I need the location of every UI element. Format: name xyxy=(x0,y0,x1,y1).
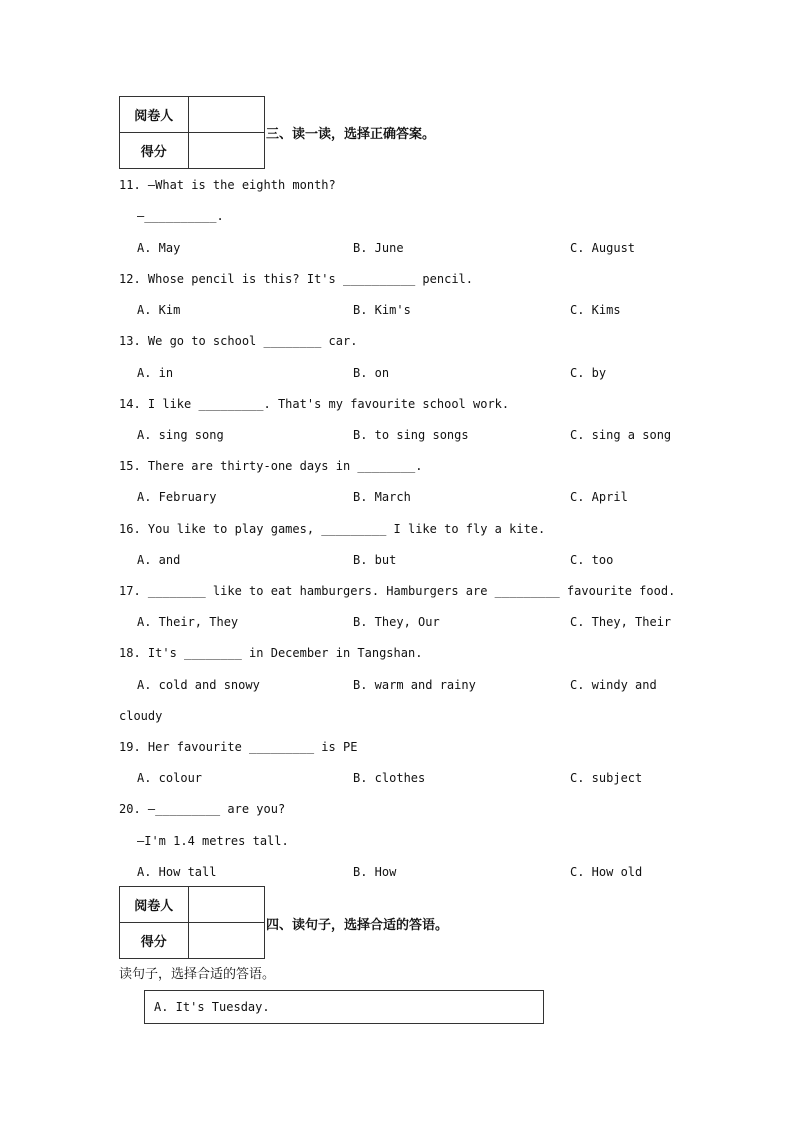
score-box-section-3 xyxy=(119,96,265,169)
question-20-stem: 20. —_________ are you? xyxy=(119,802,286,816)
section-3-title: 三、读一读，选择正确答案。 xyxy=(266,127,436,142)
question-18-stem: 18. It's ________ in December in Tangshan. xyxy=(119,646,423,660)
question-13-option-b: B. on xyxy=(353,366,390,380)
question-11-stem: 11. —What is the eighth month? xyxy=(119,178,336,192)
answer-options-box xyxy=(144,990,544,1024)
question-13-option-a: A. in xyxy=(137,366,174,380)
question-17-stem: 17. ________ like to eat hamburgers. Hamburgers are _________ favourite food. xyxy=(119,584,676,598)
question-20-dialogue: —I'm 1.4 metres tall. xyxy=(137,834,289,848)
question-20-option-a: A. How tall xyxy=(137,865,217,879)
score-label: 得分 xyxy=(120,133,189,169)
question-11-option-c: C. August xyxy=(570,241,636,255)
section-4-instruction: 读句子，选择合适的答语。 xyxy=(119,967,276,982)
question-16-option-c: C. too xyxy=(570,553,614,567)
reviewer-label: 阅卷人 xyxy=(120,887,189,923)
question-19-option-b: B. clothes xyxy=(353,771,426,785)
question-15-option-c: C. April xyxy=(570,490,628,504)
question-13-stem: 13. We go to school ________ car. xyxy=(119,334,358,348)
question-17-option-a: A. Their, They xyxy=(137,615,239,629)
question-18-option-a: A. cold and snowy xyxy=(137,678,260,692)
question-16-option-a: A. and xyxy=(137,553,181,567)
question-12-stem: 12. Whose pencil is this? It's __________ pencil. xyxy=(119,272,474,286)
score-box-section-4 xyxy=(119,886,265,959)
question-19-option-a: A. colour xyxy=(137,771,203,785)
reviewer-label: 阅卷人 xyxy=(120,97,189,133)
section-4-title: 四、读句子，选择合适的答语。 xyxy=(266,918,449,933)
question-12-option-b: B. Kim's xyxy=(353,303,411,317)
score-label: 得分 xyxy=(120,923,189,959)
question-17-option-b: B. They, Our xyxy=(353,615,440,629)
question-12-option-c: C. Kims xyxy=(570,303,621,317)
question-18-option-b: B. warm and rainy xyxy=(353,678,476,692)
question-16-option-b: B. but xyxy=(353,553,397,567)
question-12-option-a: A. Kim xyxy=(137,303,181,317)
question-14-option-a: A. sing song xyxy=(137,428,224,442)
question-20-option-b: B. How xyxy=(353,865,397,879)
answer-option-a: A. It's Tuesday. xyxy=(154,1000,270,1014)
question-19-option-c: C. subject xyxy=(570,771,643,785)
question-11-answer-line: —__________. xyxy=(137,209,224,223)
question-20-option-c: C. How old xyxy=(570,865,643,879)
question-11-option-a: A. May xyxy=(137,241,181,255)
reviewer-blank xyxy=(188,887,264,923)
question-14-option-b: B. to sing songs xyxy=(353,428,469,442)
question-17-option-c: C. They, Their xyxy=(570,615,672,629)
question-16-stem: 16. You like to play games, _________ I like to fly a kite. xyxy=(119,522,546,536)
reviewer-blank xyxy=(188,97,264,133)
score-blank xyxy=(188,923,264,959)
question-18-option-c-wrap: cloudy xyxy=(119,709,163,723)
question-13-option-c: C. by xyxy=(570,366,607,380)
question-15-stem: 15. There are thirty-one days in ________. xyxy=(119,459,423,473)
question-11-option-b: B. June xyxy=(353,241,404,255)
score-blank xyxy=(188,133,264,169)
question-14-option-c: C. sing a song xyxy=(570,428,672,442)
question-15-option-a: A. February xyxy=(137,490,217,504)
question-14-stem: 14. I like _________. That's my favourite school work. xyxy=(119,397,510,411)
question-18-option-c: C. windy and xyxy=(570,678,657,692)
question-19-stem: 19. Her favourite _________ is PE xyxy=(119,740,358,754)
question-15-option-b: B. March xyxy=(353,490,411,504)
